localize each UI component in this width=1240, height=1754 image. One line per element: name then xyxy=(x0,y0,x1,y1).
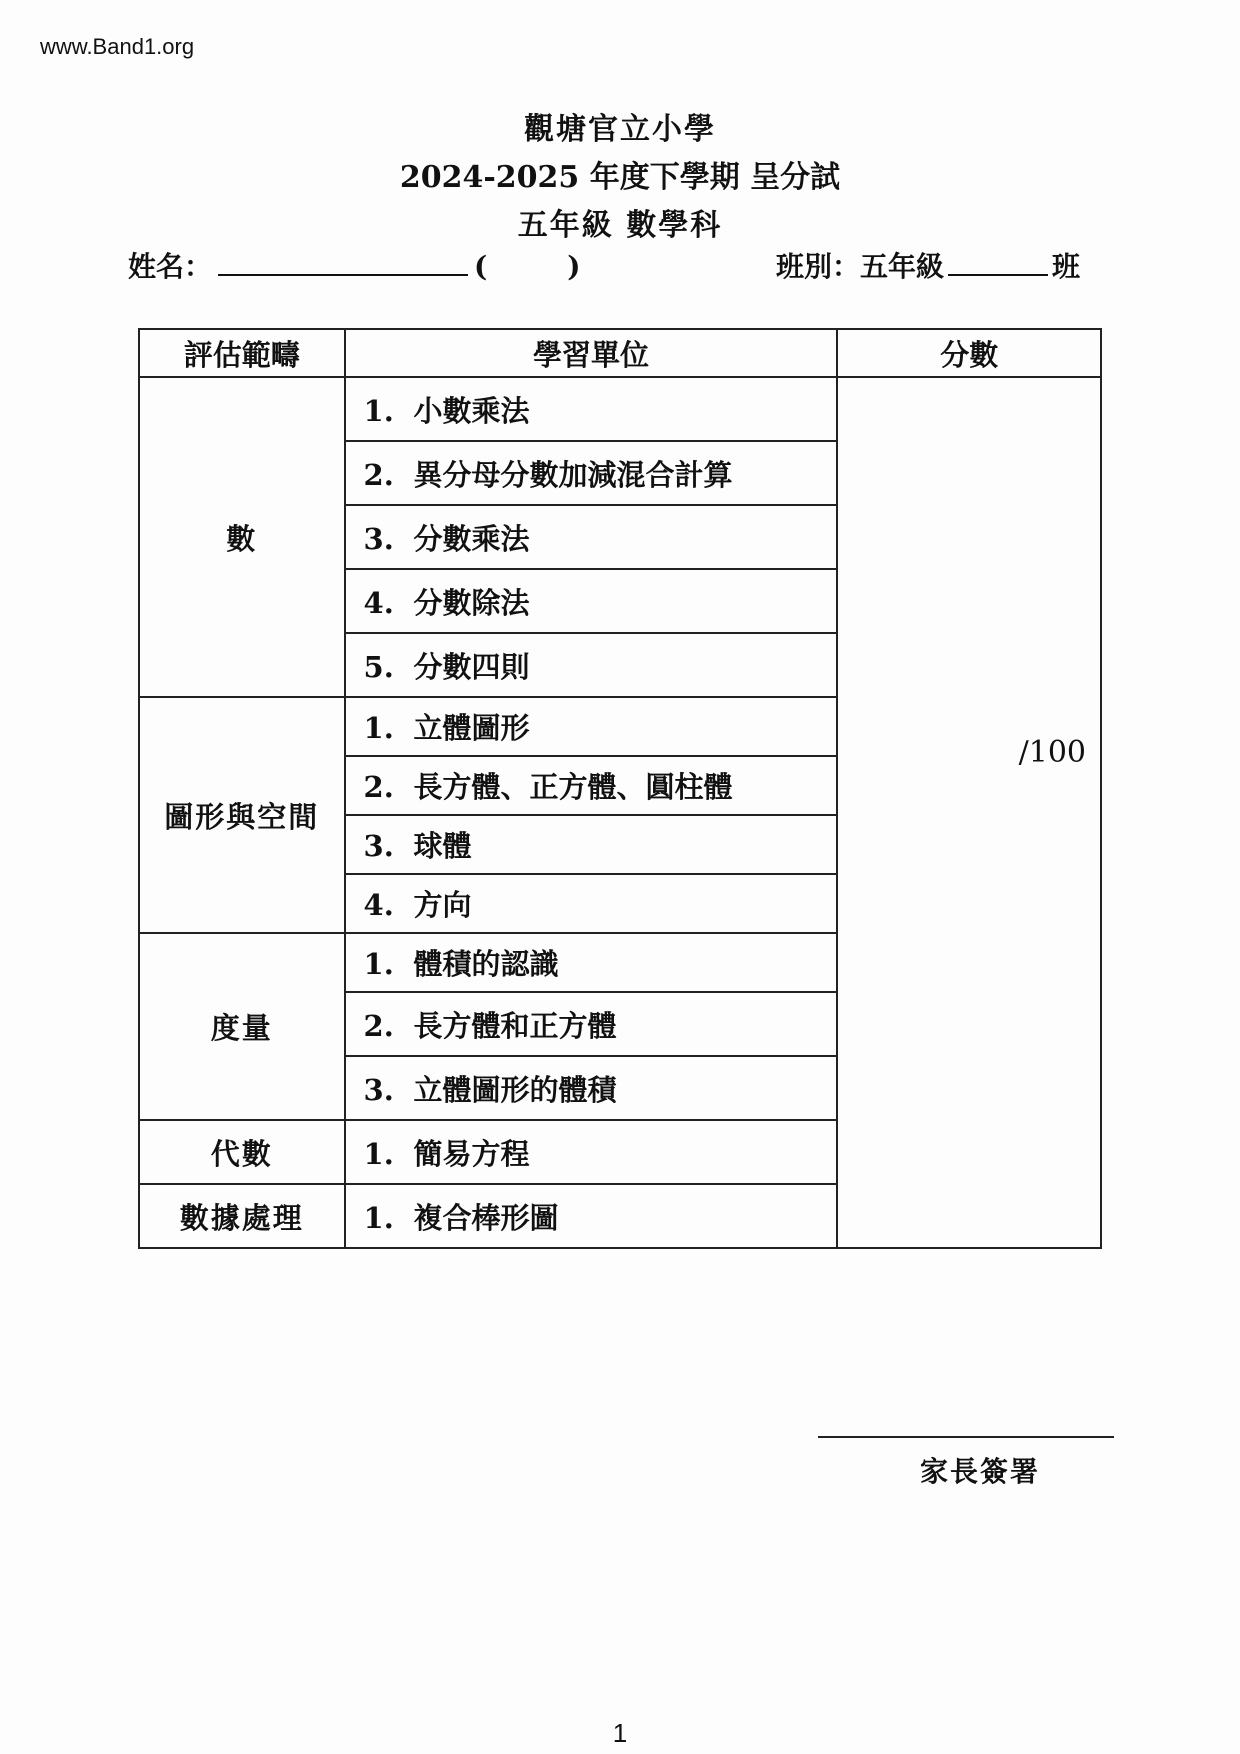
subject-title: 五年級 數學科 xyxy=(517,208,723,243)
unit-cell: 1. 簡易方程 xyxy=(345,1120,838,1184)
class-field-row xyxy=(776,244,1080,285)
score-total: /100 xyxy=(1018,735,1086,770)
unit-cell: 2. 長方體和正方體 xyxy=(345,992,838,1056)
class-number-paren-close: ) xyxy=(567,250,581,283)
area-cell: 度量 xyxy=(139,933,345,1120)
unit-cell: 2. 異分母分數加減混合計算 xyxy=(345,441,838,505)
name-field-row xyxy=(128,244,581,285)
class-suffix: 班 xyxy=(1052,250,1081,283)
header-area: 評估範疇 xyxy=(139,329,345,377)
unit-cell: 1. 小數乘法 xyxy=(345,377,838,441)
unit-cell: 1. 立體圖形 xyxy=(345,697,838,756)
assessment-table xyxy=(138,328,1102,1249)
area-cell: 圖形與空間 xyxy=(139,697,345,933)
unit-cell: 1. 體積的認識 xyxy=(345,933,838,992)
page-number: 1 xyxy=(612,1718,628,1748)
website-watermark: www.Band1.org xyxy=(40,34,195,59)
exam-term: 2024-2025 年度下學期 呈分試 xyxy=(399,160,841,195)
unit-cell: 4. 方向 xyxy=(345,874,838,933)
header-score: 分數 xyxy=(837,329,1101,377)
class-number-paren-open: ( xyxy=(474,250,488,283)
class-label: 班別：五年級 xyxy=(776,250,945,283)
name-label: 姓名： xyxy=(128,250,213,283)
header-unit: 學習單位 xyxy=(345,329,838,377)
unit-cell: 1. 複合棒形圖 xyxy=(345,1184,838,1248)
area-cell: 代數 xyxy=(139,1120,345,1184)
unit-cell: 5. 分數四則 xyxy=(345,633,838,697)
signature-line[interactable] xyxy=(818,1436,1114,1438)
area-cell: 數據處理 xyxy=(139,1184,345,1248)
unit-cell: 3. 分數乘法 xyxy=(345,505,838,569)
class-blank-line[interactable] xyxy=(948,244,1048,276)
unit-cell: 3. 球體 xyxy=(345,815,838,874)
area-cell: 數 xyxy=(139,377,345,697)
unit-cell: 3. 立體圖形的體積 xyxy=(345,1056,838,1120)
name-blank-line[interactable] xyxy=(218,244,468,276)
school-name: 觀塘官立小學 xyxy=(524,112,716,147)
unit-cell: 4. 分數除法 xyxy=(345,569,838,633)
signature-label: 家長簽署 xyxy=(920,1455,1041,1488)
score-cell[interactable] xyxy=(837,377,1101,1248)
unit-cell: 2. 長方體、正方體、圓柱體 xyxy=(345,756,838,815)
table-row xyxy=(139,377,1101,441)
table-header-row xyxy=(139,329,1101,377)
